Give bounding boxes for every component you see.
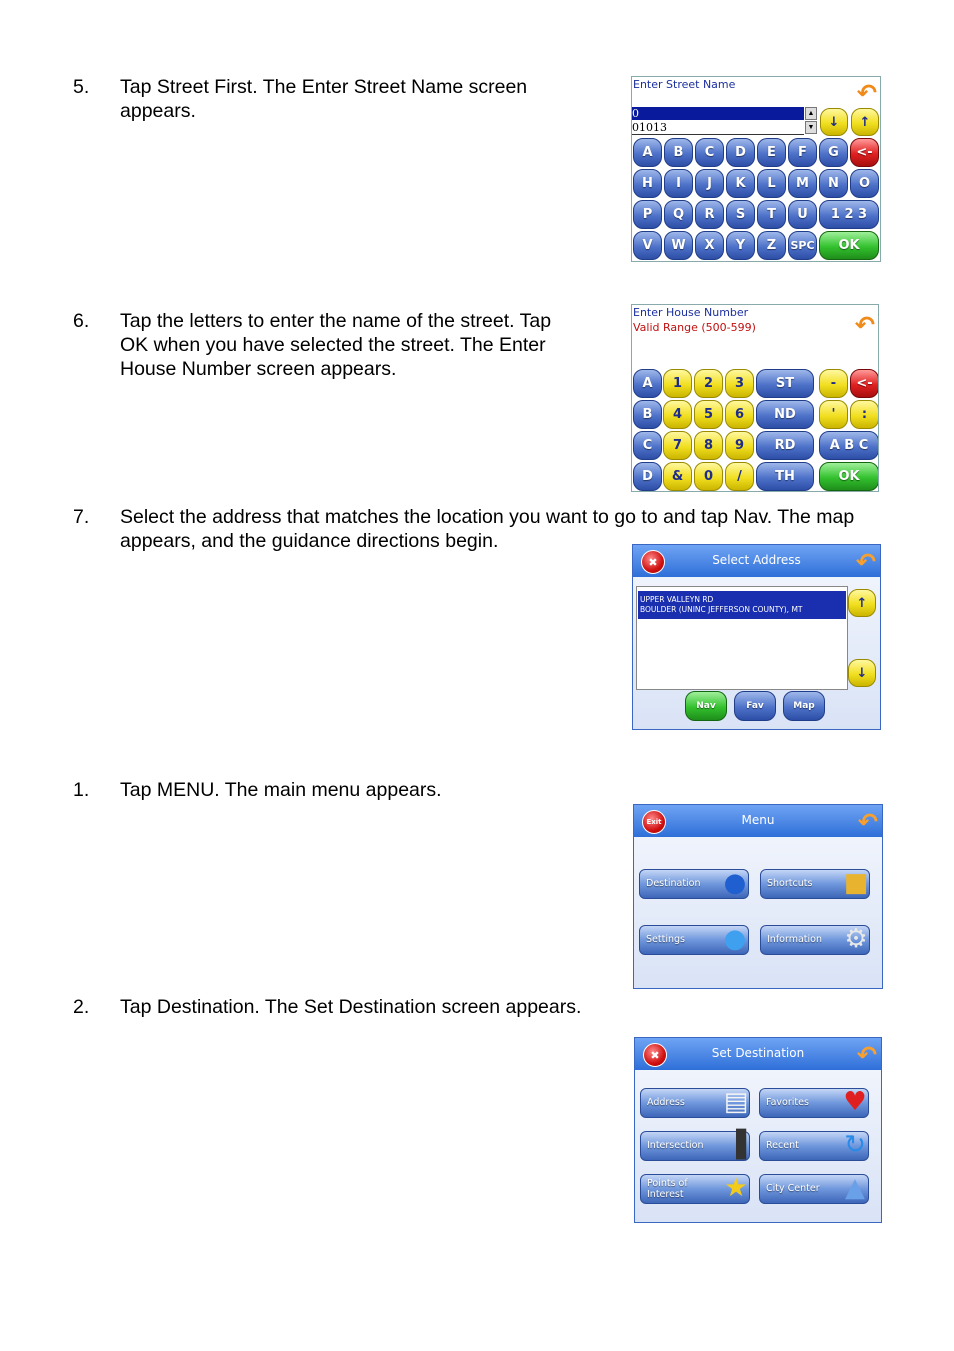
back-arrow-icon[interactable]: ↶ (855, 548, 876, 576)
step-number: 2. (73, 996, 90, 1018)
back-arrow-icon[interactable]: ↶ (854, 311, 875, 339)
key-backspace[interactable]: <- (850, 369, 879, 398)
settings-button[interactable]: Settings ● (639, 925, 749, 955)
step-text: Select the address that matches the location you want to go to and tap Nav. The map appears, and the guidance directions begin. (120, 506, 855, 552)
key-rd[interactable]: RD (756, 431, 814, 460)
key-g[interactable]: G (819, 138, 848, 167)
key-ok[interactable]: OK (819, 462, 879, 491)
key-u[interactable]: U (788, 200, 817, 229)
destination-button[interactable]: Destination ● (639, 869, 749, 899)
key-a[interactable]: A (633, 369, 662, 398)
key-c[interactable]: C (633, 431, 662, 460)
title-bar (634, 805, 882, 837)
key-5[interactable]: 5 (694, 400, 723, 429)
key-6[interactable]: 6 (725, 400, 754, 429)
exit-button[interactable]: Exit (642, 810, 666, 834)
key--[interactable]: - (819, 369, 848, 398)
step-text: Tap the letters to enter the name of the street. Tap OK when you have selected the street. The Enter House Number screen appears. (120, 310, 552, 380)
key-a[interactable]: A (633, 138, 662, 167)
screen-title: Enter Street Name (633, 78, 736, 91)
back-arrow-icon[interactable]: ↶ (856, 79, 877, 107)
title-bar (635, 1038, 881, 1070)
traffic-light-icon: ▐ (726, 1130, 746, 1160)
key-e[interactable]: E (757, 138, 786, 167)
key-b[interactable]: B (633, 400, 662, 429)
scroll-up-button[interactable]: ↑ (848, 589, 876, 617)
step-number: 5. (73, 76, 90, 98)
step-number: 1. (73, 779, 90, 801)
key-st[interactable]: ST (756, 369, 814, 398)
shortcuts-icon: ■ (843, 868, 869, 898)
key-backspace[interactable]: <- (850, 138, 879, 167)
valid-range: Valid Range (500-599) (633, 321, 756, 334)
address-list-item[interactable]: UPPER VALLEYN RD BOULDER (UNINC JEFFERSON COUNTY), MT (638, 591, 846, 619)
heart-icon: ♥ (843, 1087, 867, 1117)
enter-house-number-screenshot (631, 304, 879, 492)
key-k[interactable]: K (726, 169, 755, 198)
street-input-2[interactable]: 01013 (632, 121, 804, 135)
key-h[interactable]: H (633, 169, 662, 198)
key-3[interactable]: 3 (725, 369, 754, 398)
scroll-down-button[interactable]: ↓ (848, 659, 876, 687)
key-x[interactable]: X (695, 231, 724, 260)
step-text: Tap MENU. The main menu appears. (120, 779, 442, 801)
key-9[interactable]: 9 (725, 431, 754, 460)
address-list (636, 586, 848, 690)
key-m[interactable]: M (788, 169, 817, 198)
information-button[interactable]: Information ⚙ (760, 925, 870, 955)
shortcuts-button[interactable]: Shortcuts ■ (760, 869, 870, 899)
key-o[interactable]: O (850, 169, 879, 198)
key-:[interactable]: : (850, 400, 879, 429)
map-button[interactable]: Map (783, 691, 825, 721)
step-text: Tap Destination. The Set Destination screen appears. (120, 996, 582, 1018)
screen-title: Enter House Number (633, 306, 749, 319)
key-z[interactable]: Z (757, 231, 786, 260)
key-/[interactable]: / (725, 462, 754, 491)
recent-button[interactable]: Recent ↻ (759, 1131, 869, 1161)
key-q[interactable]: Q (664, 200, 693, 229)
favorites-button[interactable]: Favorites ♥ (759, 1088, 869, 1118)
street-input-1[interactable]: 0 (632, 107, 804, 120)
key-7[interactable]: 7 (663, 431, 692, 460)
key-&[interactable]: & (663, 462, 692, 491)
star-icon: ★ (724, 1173, 748, 1203)
select-address-screenshot (632, 544, 881, 730)
key-c[interactable]: C (695, 138, 724, 167)
key-i[interactable]: I (664, 169, 693, 198)
step-number: 6. (73, 310, 90, 332)
key-v[interactable]: V (633, 231, 662, 260)
close-icon[interactable]: ✖ (641, 550, 665, 574)
key-8[interactable]: 8 (694, 431, 723, 460)
key-ok[interactable]: OK (819, 231, 879, 260)
scroll-up-icon[interactable]: ▲ (805, 107, 817, 120)
key-y[interactable]: Y (726, 231, 755, 260)
key-s[interactable]: S (726, 200, 755, 229)
key-4[interactable]: 4 (663, 400, 692, 429)
close-icon[interactable]: ✖ (643, 1043, 667, 1067)
key-n[interactable]: N (819, 169, 848, 198)
key-th[interactable]: TH (756, 462, 814, 491)
recent-icon: ↻ (844, 1130, 866, 1160)
set-destination-screenshot (634, 1037, 882, 1223)
information-icon: ⚙ (844, 924, 868, 954)
key-spc[interactable]: SPC (788, 231, 817, 260)
key-b[interactable]: B (664, 138, 693, 167)
arrow-up-button[interactable]: ↑ (851, 108, 879, 136)
key-j[interactable]: J (695, 169, 724, 198)
key-'[interactable]: ' (819, 400, 848, 429)
key-t[interactable]: T (757, 200, 786, 229)
key-1[interactable]: 1 (663, 369, 692, 398)
title-bar (633, 545, 880, 577)
screen-title: Menu (741, 813, 775, 827)
key-l[interactable]: L (757, 169, 786, 198)
key-d[interactable]: D (633, 462, 662, 491)
key-r[interactable]: R (695, 200, 724, 229)
scroll-down-icon[interactable]: ▼ (805, 121, 817, 134)
back-arrow-icon[interactable]: ↶ (856, 1041, 877, 1069)
step-text: Tap Street First. The Enter Street Name screen appears. (120, 76, 528, 122)
globe-icon: ● (723, 868, 747, 898)
main-menu-screenshot (633, 804, 883, 989)
step-number: 7. (73, 506, 90, 528)
key-2[interactable]: 2 (694, 369, 723, 398)
key-f[interactable]: F (788, 138, 817, 167)
address-button[interactable]: Address ▤ (640, 1088, 750, 1118)
address-card-icon: ▤ (723, 1087, 749, 1117)
city-center-icon: ▲ (845, 1173, 865, 1203)
city-center-button[interactable]: City Center ▲ (759, 1174, 869, 1204)
key-abc[interactable]: A B C (819, 431, 879, 460)
key-nd[interactable]: ND (756, 400, 814, 429)
key-w[interactable]: W (664, 231, 693, 260)
screen-title: Set Destination (711, 1046, 805, 1060)
key-0[interactable]: 0 (694, 462, 723, 491)
settings-icon: ● (723, 924, 747, 954)
points-of-interest-button[interactable]: Points of Interest ★ (640, 1174, 750, 1204)
enter-street-name-screenshot (631, 76, 881, 262)
key-123[interactable]: 1 2 3 (819, 200, 879, 229)
back-arrow-icon[interactable]: ↶ (857, 808, 878, 836)
key-d[interactable]: D (726, 138, 755, 167)
key-p[interactable]: P (633, 200, 662, 229)
screen-title: Select Address (712, 553, 801, 567)
arrow-down-button[interactable]: ↓ (820, 108, 848, 136)
nav-button[interactable]: Nav (685, 691, 727, 721)
fav-button[interactable]: Fav (734, 691, 776, 721)
intersection-button[interactable]: Intersection ▐ (640, 1131, 750, 1161)
